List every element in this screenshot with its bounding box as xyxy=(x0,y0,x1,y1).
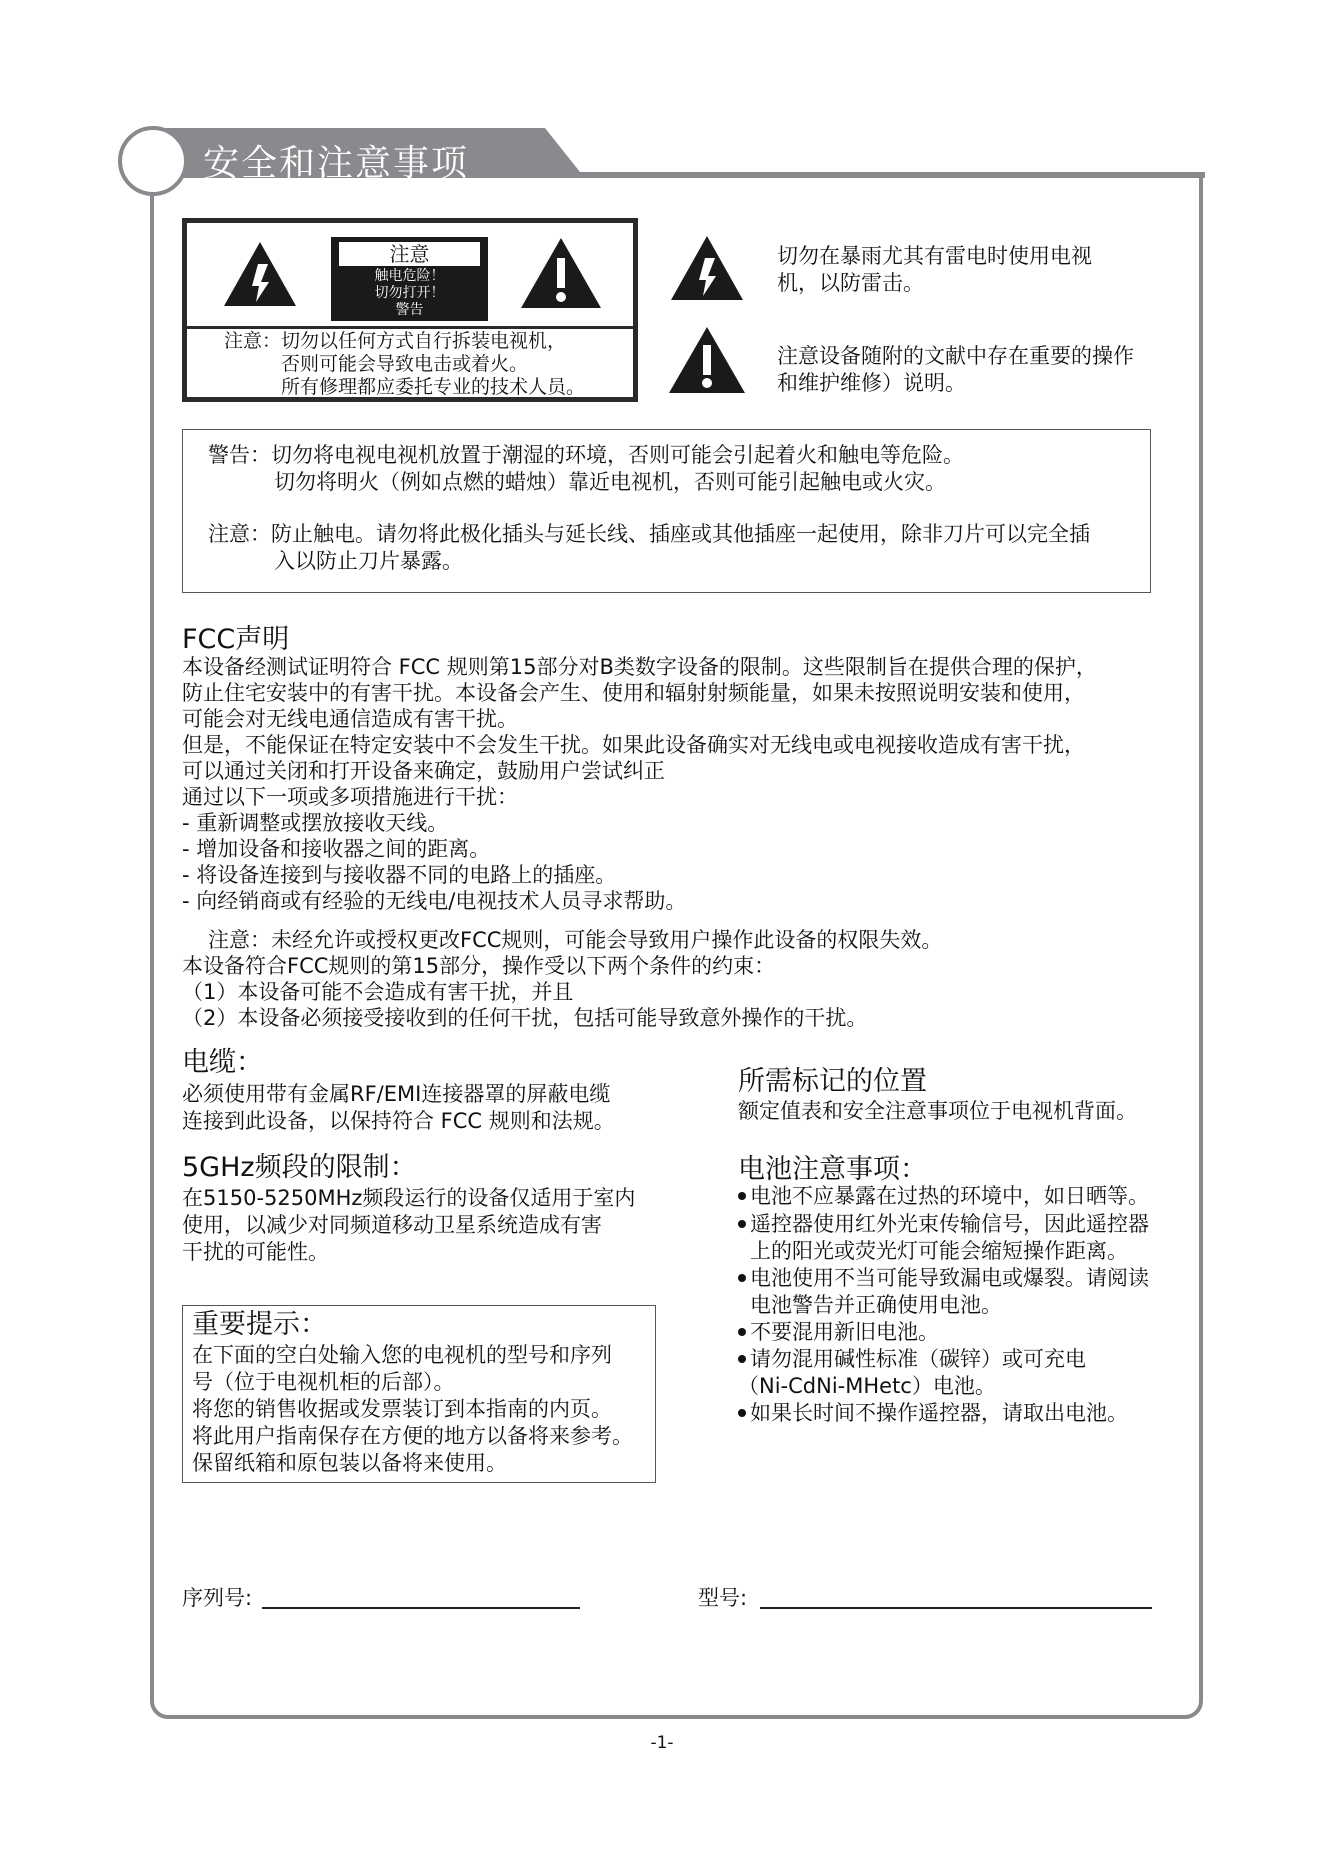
cable-line: 连接到此设备，以保持符合 FCC 规则和法规。 xyxy=(182,1109,615,1133)
fcc-heading: FCC声明 xyxy=(182,624,290,655)
battery-heading: 电池注意事项： xyxy=(738,1154,927,1185)
lightning-warning-icon xyxy=(222,240,298,308)
fcc-line: （1）本设备可能不会造成有害干扰，并且 xyxy=(182,980,574,1004)
battery-item: 请勿混用碱性标准（碳锌）或可充电 xyxy=(738,1346,1086,1372)
fcc-line: 注意：未经允许或授权更改FCC规则，可能会导致用户操作此设备的权限失效。 xyxy=(208,928,943,952)
caution-label-line: 切勿打开！ xyxy=(374,285,445,301)
header-circle xyxy=(118,126,188,196)
bullet-icon xyxy=(738,1220,746,1228)
marking-line: 额定值表和安全注意事项位于电视机背面。 xyxy=(738,1099,1137,1123)
bullet-icon xyxy=(738,1355,746,1363)
fcc-line: - 将设备连接到与接收器不同的电路上的插座。 xyxy=(182,863,617,887)
serial-number-field[interactable] xyxy=(262,1607,580,1609)
bullet-icon xyxy=(738,1328,746,1336)
literature-notice-line: 注意设备随附的文献中存在重要的操作 xyxy=(777,344,1134,368)
bullet-icon xyxy=(738,1274,746,1282)
cable-heading: 电缆： xyxy=(182,1047,263,1078)
fcc-line: - 重新调整或摆放接收天线。 xyxy=(182,811,449,835)
tip-line: 将此用户指南保存在方便的地方以备将来参考。 xyxy=(192,1424,633,1448)
battery-item: 电池不应暴露在过热的环境中，如日晒等。 xyxy=(738,1183,1149,1209)
fcc-line: 本设备符合FCC规则的第15部分，操作受以下两个条件的约束： xyxy=(182,954,776,978)
fcc-line: （2）本设备必须接受接收到的任何干扰，包括可能导致意外操作的干扰。 xyxy=(182,1006,868,1030)
cable-line: 必须使用带有金属RF/EMI连接器罩的屏蔽电缆 xyxy=(182,1082,611,1106)
exclamation-warning-icon xyxy=(519,236,603,310)
battery-item-cont: 上的阳光或荧光灯可能会缩短操作距离。 xyxy=(750,1239,1128,1263)
warning-line: 切勿将明火（例如点燃的蜡烛）靠近电视机，否则可能引起触电或火灾。 xyxy=(274,470,946,494)
exclamation-warning-icon xyxy=(667,325,747,395)
fcc-line: - 增加设备和接收器之间的距离。 xyxy=(182,837,491,861)
tip-line: 将您的销售收据或发票装订到本指南的内页。 xyxy=(192,1397,612,1421)
marking-heading: 所需标记的位置 xyxy=(738,1066,927,1097)
warning-line: 警告：切勿将电视电视机放置于潮湿的环境，否则可能会引起着火和触电等危险。 xyxy=(208,443,964,467)
battery-item: 不要混用新旧电池。 xyxy=(738,1319,939,1345)
fcc-line: 但是，不能保证在特定安装中不会发生干扰。如果此设备确实对无线电或电视接收造成有害干扰， xyxy=(182,733,1085,757)
tip-line: 保留纸箱和原包装以备将来使用。 xyxy=(192,1451,507,1475)
tip-line: 号（位于电视机柜的后部）。 xyxy=(192,1370,455,1394)
fcc-line: 可以通过关闭和打开设备来确定，鼓励用户尝试纠正 xyxy=(182,759,665,783)
model-number-field[interactable] xyxy=(760,1607,1152,1609)
fcc-line: 本设备经测试证明符合 FCC 规则第15部分对B类数字设备的限制。这些限制旨在提供合理的保护， xyxy=(182,655,1097,679)
serial-label: 序列号: xyxy=(182,1586,253,1610)
band-line: 干扰的可能性。 xyxy=(182,1240,329,1264)
fcc-line: 防止住宅安装中的有害干扰。本设备会产生、使用和辐射射频能量，如果未按照说明安装和使用， xyxy=(182,681,1085,705)
warning-line: 入以防止刀片暴露。 xyxy=(274,549,463,573)
lightning-warning-icon xyxy=(669,234,745,302)
bullet-icon xyxy=(738,1409,746,1417)
lightning-notice-line: 机，以防雷击。 xyxy=(777,271,924,295)
caution-divider xyxy=(182,326,638,329)
literature-notice-line: 和维护维修）说明。 xyxy=(777,371,966,395)
fcc-line: 可能会对无线电通信造成有害干扰。 xyxy=(182,707,518,731)
battery-item-cont: 电池警告并正确使用电池。 xyxy=(750,1293,1002,1317)
band-heading: 5GHz频段的限制： xyxy=(182,1152,417,1183)
caution-note-line: 否则可能会导致电击或着火。 xyxy=(281,353,529,375)
warning-line: 注意：防止触电。请勿将此极化插头与延长线、插座或其他插座一起使用，除非刀片可以完全插 xyxy=(208,522,1090,546)
band-line: 在5150-5250MHz频段运行的设备仅适用于室内 xyxy=(182,1186,636,1210)
page-number: -1- xyxy=(650,1733,674,1753)
page-title: 安全和注意事项 xyxy=(203,143,470,184)
battery-item: 如果长时间不操作遥控器，请取出电池。 xyxy=(738,1400,1128,1426)
caution-label-title: 注意 xyxy=(339,242,480,266)
battery-item: 电池使用不当可能导致漏电或爆裂。请阅读 xyxy=(738,1265,1149,1291)
caution-label-line: 触电危险！ xyxy=(374,268,445,284)
bullet-icon xyxy=(738,1192,746,1200)
battery-item: 遥控器使用红外光束传输信号，因此遥控器 xyxy=(738,1211,1149,1237)
fcc-line: - 向经销商或有经验的无线电/电视技术人员寻求帮助。 xyxy=(182,889,687,913)
fcc-line: 通过以下一项或多项措施进行干扰： xyxy=(182,785,518,809)
model-label: 型号: xyxy=(698,1586,748,1610)
battery-item-cont: （Ni-CdNi-MHetc）电池。 xyxy=(738,1374,996,1398)
tip-line: 在下面的空白处输入您的电视机的型号和序列 xyxy=(192,1343,612,1367)
caution-note-line: 注意：切勿以任何方式自行拆装电视机， xyxy=(224,330,567,352)
band-line: 使用，以减少对同频道移动卫星系统造成有害 xyxy=(182,1213,602,1237)
caution-note-line: 所有修理都应委托专业的技术人员。 xyxy=(281,376,586,398)
lightning-notice-line: 切勿在暴雨尤其有雷电时使用电视 xyxy=(777,244,1092,268)
caution-label-line: 警告 xyxy=(395,302,424,318)
tip-heading: 重要提示： xyxy=(192,1309,327,1340)
